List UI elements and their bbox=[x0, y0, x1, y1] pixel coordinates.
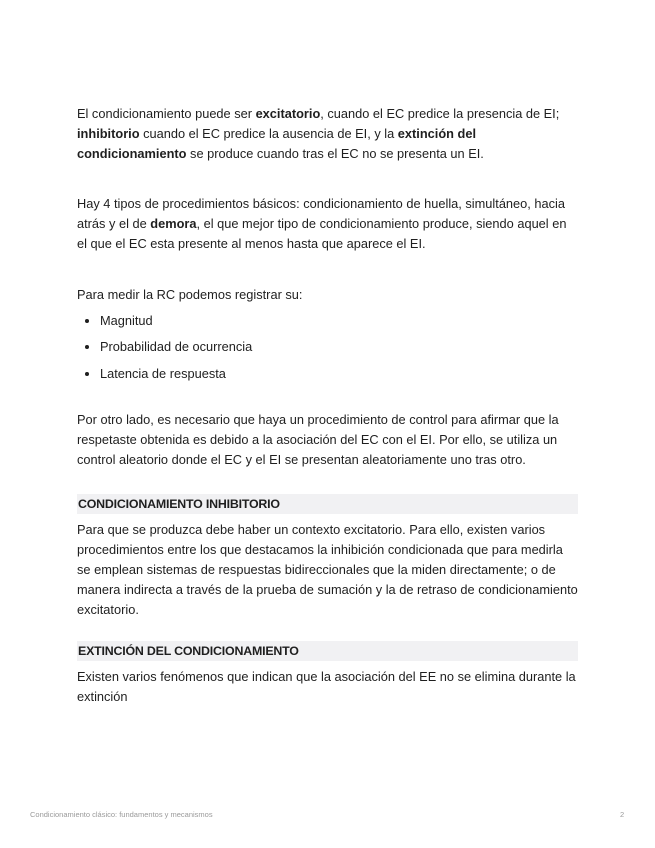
inhibitorio-paragraph: Para que se produzca debe haber un contexto excitatorio. Para ello, existen varios procedimientos entre los que destacamos la inhibición condicionada que para medirla se emplean sistemas de respuestas bidireccionales que la miden directamente; o de manera indirecta a través de la prueba de sumación y la de retraso de condicionamiento excitatorio. bbox=[77, 522, 578, 617]
procedures-text-1: Hay 4 tipos de procedimientos básicos: condicionamiento de huella, simultáneo, hacia atrás y el de bbox=[77, 196, 565, 232]
intro-bold-excitatorio: excitatorio bbox=[255, 106, 321, 121]
list-item: Magnitud bbox=[100, 311, 578, 331]
procedures-bold-demora: demora bbox=[150, 216, 197, 232]
intro-paragraph bbox=[77, 104, 578, 163]
list-item: Latencia de respuesta bbox=[100, 364, 578, 384]
document-body bbox=[77, 104, 578, 707]
intro-text-4: se produce cuando tras el EC no se presenta un EI. bbox=[186, 145, 484, 161]
page-number: 2 bbox=[620, 810, 625, 819]
section-heading-inhibitorio: CONDICIONAMIENTO INHIBITORIO bbox=[77, 494, 578, 514]
section-heading-extincion: EXTINCIÓN DEL CONDICIONAMIENTO bbox=[77, 641, 578, 661]
intro-bold-extincion: extinción del condicionamiento bbox=[77, 125, 477, 161]
intro-text-2: , cuando el EC predice la presencia de EI; bbox=[320, 106, 560, 121]
list-item: Probabilidad de ocurrencia bbox=[100, 337, 578, 357]
extincion-paragraph: Existen varios fenómenos que indican que la asociación del EE no se elimina durante la extinción bbox=[77, 669, 576, 705]
intro-bold-inhibitorio: inhibitorio bbox=[77, 125, 140, 141]
procedures-text-2: , el que mejor tipo de condicionamiento produce, siendo aquel en el que el EC esta presente al menos hasta que aparece el EI. bbox=[77, 216, 567, 251]
measure-list bbox=[77, 311, 578, 384]
intro-text-3: cuando el EC predice la ausencia de EI, y la bbox=[139, 125, 398, 141]
footer-title: Condicionamiento clásico: fundamentos y mecanismos bbox=[30, 810, 213, 819]
measure-lead: Para medir la RC podemos registrar su: bbox=[77, 286, 303, 302]
procedures-paragraph bbox=[77, 194, 578, 253]
intro-text-1: El condicionamiento puede ser bbox=[77, 106, 256, 121]
control-paragraph: Por otro lado, es necesario que haya un procedimiento de control para afirmar que la respetaste obtenida es debido a la asociación del EC con el EI. Por ello, se utiliza un control aleatorio donde el EC y el EI se presentan aleatoriamente uno tras otro. bbox=[77, 411, 559, 467]
